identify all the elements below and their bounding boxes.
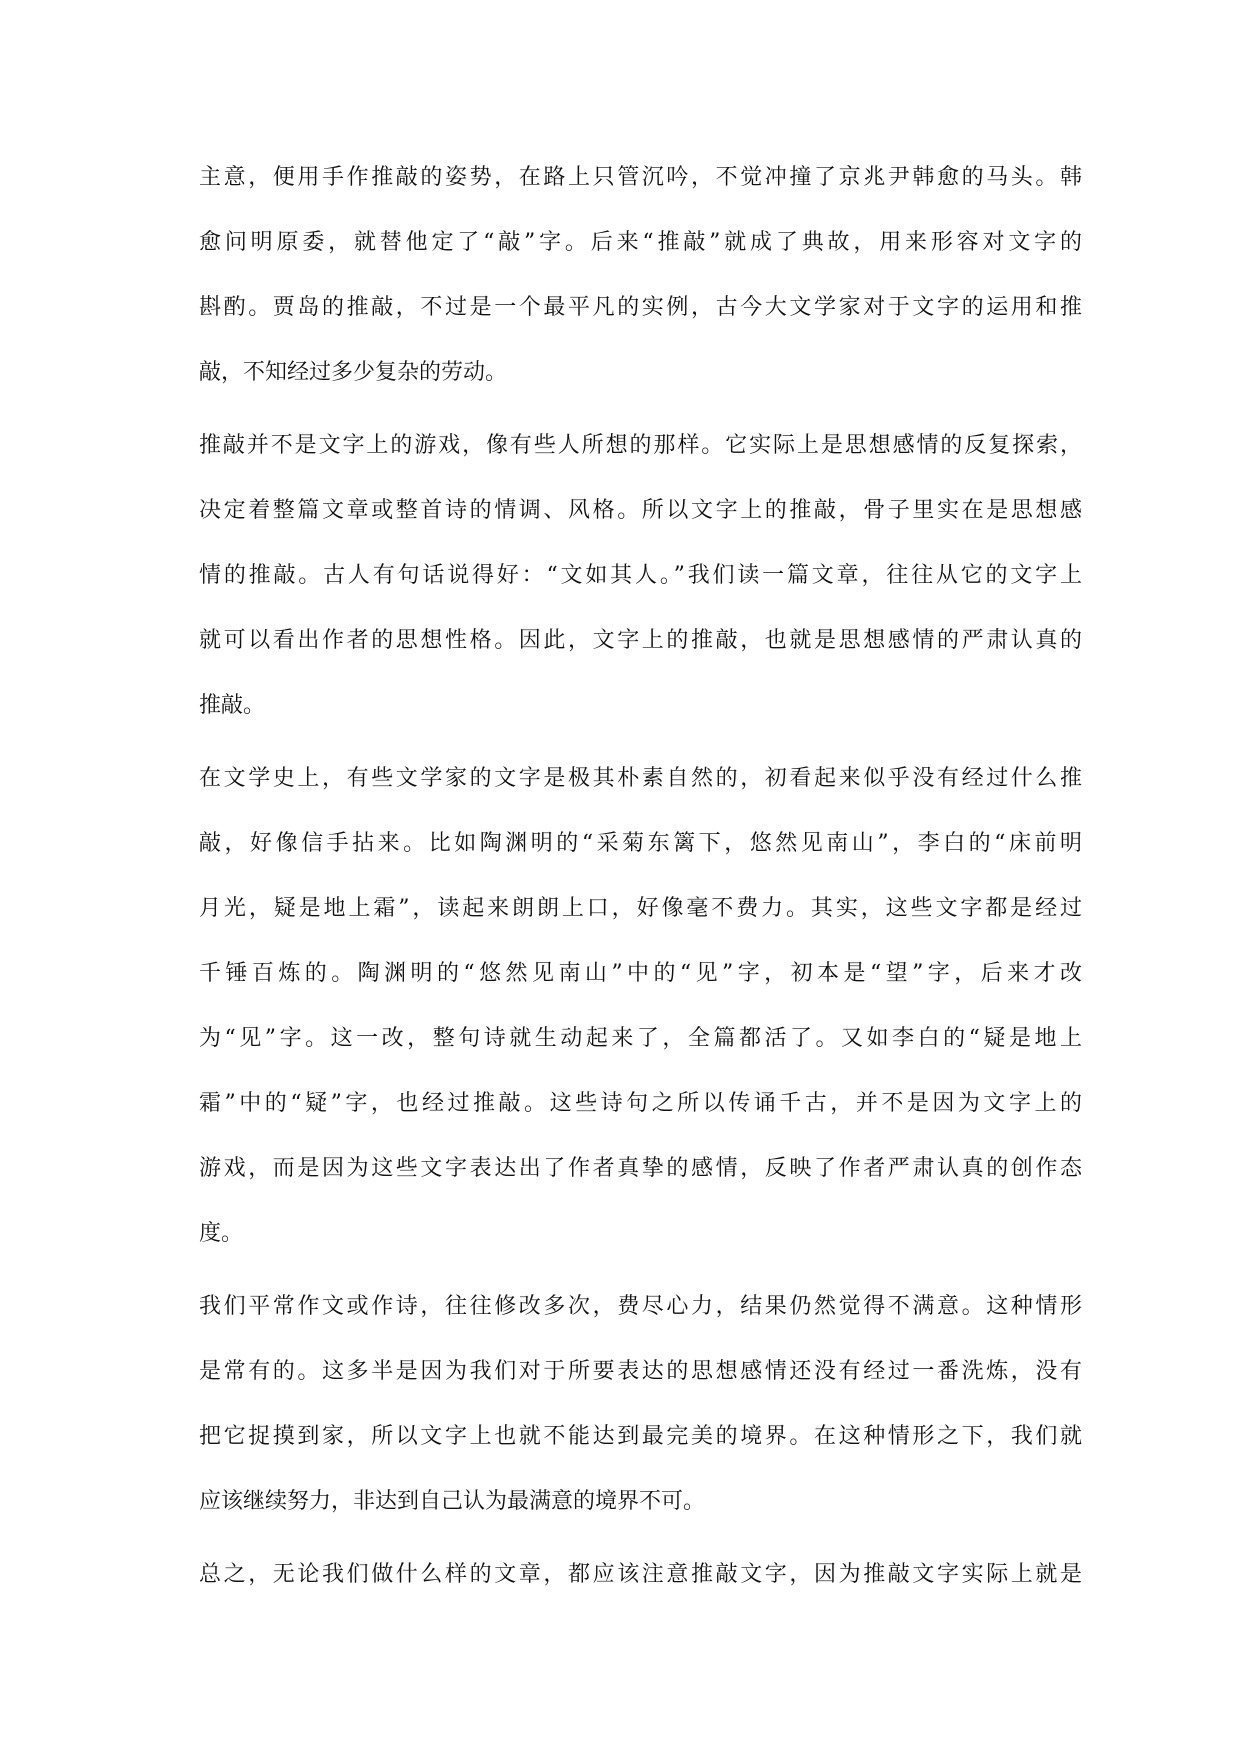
text-line: 主意，便用手作推敲的姿势，在路上只管沉吟，不觉冲撞了京兆尹韩愈的马头。韩 bbox=[199, 165, 1082, 190]
text-line: 霜”中的“疑”字，也经过推敲。这些诗句之所以传诵千古，并不是因为文字上的 bbox=[199, 1091, 1082, 1116]
text-line: 就可以看出作者的思想性格。因此，文字上的推敲，也就是思想感情的严肃认真的 bbox=[199, 628, 1082, 653]
text-line: 度。 bbox=[199, 1221, 244, 1246]
text-line: 月光，疑是地上霜”，读起来朗朗上口，好像毫不费力。其实，这些文字都是经过 bbox=[199, 896, 1082, 921]
text-line: 情的推敲。古人有句话说得好：“文如其人。”我们读一篇文章，往往从它的文字上 bbox=[199, 563, 1082, 588]
text-line: 在文学史上，有些文学家的文字是极其朴素自然的，初看起来似乎没有经过什么推 bbox=[199, 766, 1082, 791]
text-line: 决定着整篇文章或整首诗的情调、风格。所以文字上的推敲，骨子里实在是思想感 bbox=[199, 498, 1082, 523]
text-line: 推敲。 bbox=[199, 693, 266, 718]
text-line: 愈问明原委，就替他定了“敲”字。后来“推敲”就成了典故，用来形容对文字的 bbox=[199, 230, 1082, 255]
document-body bbox=[199, 145, 1082, 1607]
text-line: 应该继续努力，非达到自己认为最满意的境界不可。 bbox=[199, 1489, 706, 1514]
paragraph-2 bbox=[199, 413, 1082, 738]
text-line: 敲，不知经过多少复杂的劳动。 bbox=[199, 360, 508, 385]
text-line: 斟酌。贾岛的推敲，不过是一个最平凡的实例，古今大文学家对于文字的运用和推 bbox=[199, 295, 1082, 320]
paragraph-3 bbox=[199, 746, 1082, 1266]
text-line: 敲，好像信手拈来。比如陶渊明的“采菊东篱下，悠然见南山”，李白的“床前明 bbox=[199, 831, 1082, 856]
paragraph-4 bbox=[199, 1274, 1082, 1534]
text-line: 千锤百炼的。陶渊明的“悠然见南山”中的“见”字，初本是“望”字，后来才改 bbox=[199, 961, 1082, 986]
text-line: 总之，无论我们做什么样的文章，都应该注意推敲文字，因为推敲文字实际上就是 bbox=[199, 1562, 1082, 1587]
paragraph-5 bbox=[199, 1542, 1082, 1607]
text-line: 把它捉摸到家，所以文字上也就不能达到最完美的境界。在这种情形之下，我们就 bbox=[199, 1424, 1082, 1449]
text-line: 为“见”字。这一改，整句诗就生动起来了，全篇都活了。又如李白的“疑是地上 bbox=[199, 1026, 1082, 1051]
text-line: 游戏，而是因为这些文字表达出了作者真挚的感情，反映了作者严肃认真的创作态 bbox=[199, 1156, 1082, 1181]
text-line: 是常有的。这多半是因为我们对于所要表达的思想感情还没有经过一番洗炼，没有 bbox=[199, 1359, 1082, 1384]
paragraph-1 bbox=[199, 145, 1082, 405]
text-line: 推敲并不是文字上的游戏，像有些人所想的那样。它实际上是思想感情的反复探索， bbox=[199, 433, 1082, 458]
text-line: 我们平常作文或作诗，往往修改多次，费尽心力，结果仍然觉得不满意。这种情形 bbox=[199, 1294, 1082, 1319]
